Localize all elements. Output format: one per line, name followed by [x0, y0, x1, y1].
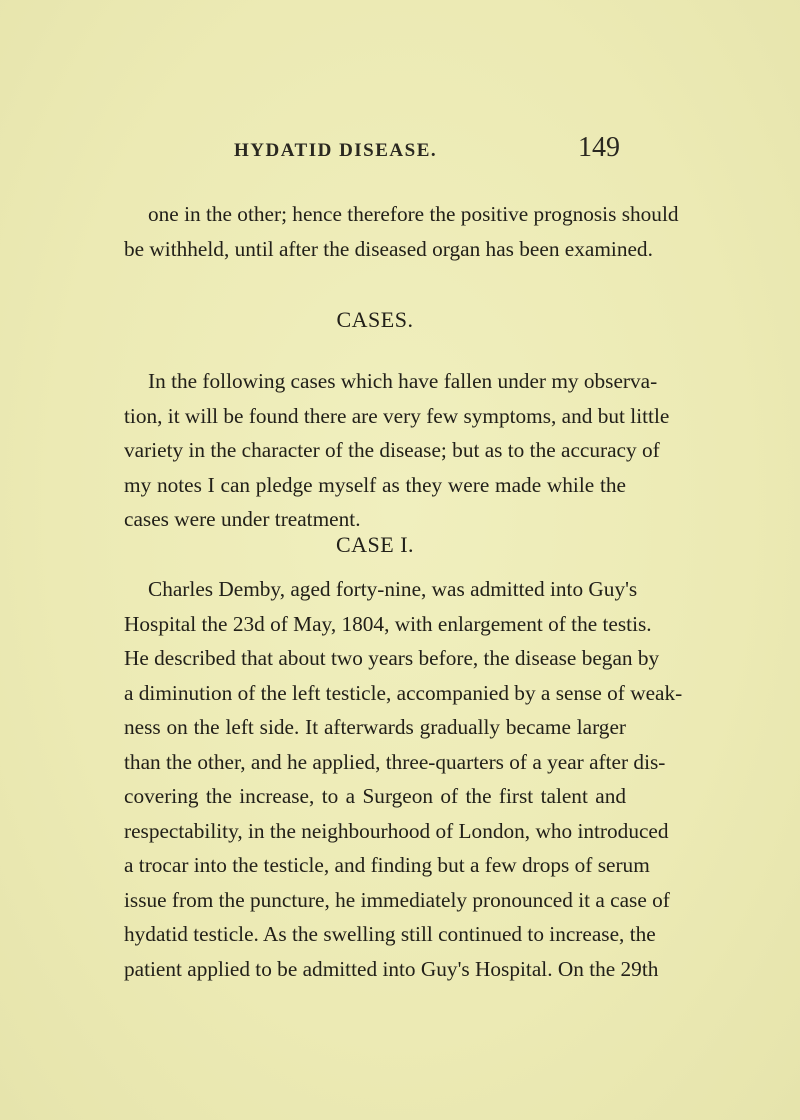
text-line: patient applied to be admitted into Guy's Hospital. On the 29th — [124, 956, 659, 981]
text-line: cases were under treatment. — [124, 507, 361, 531]
text-line: tion, it will be found there are very few symptoms, and but little — [124, 403, 670, 428]
text-line: issue from the puncture, he immediately pronounced it a case of — [124, 887, 670, 912]
page-number: 149 — [578, 132, 620, 163]
case-one-heading: CASE I. — [335, 532, 415, 557]
text-line: hydatid testicle. As the swelling still continued to increase, the — [124, 922, 656, 946]
text-line: ness on the left side. It afterwards gradually became larger — [124, 715, 626, 739]
text-line: be withheld, until after the diseased organ has been examined. — [124, 236, 653, 261]
paragraph-cases-intro — [124, 364, 670, 537]
running-title: HYDATID DISEASE. — [234, 140, 438, 161]
text-line: covering the increase, to a Surgeon of the first talent and — [124, 784, 626, 808]
text-line: a diminution of the left testicle, accompanied by a sense of weak- — [124, 680, 683, 705]
text-line: variety in the character of the disease; but as to the accuracy of — [124, 438, 660, 462]
text-line: my notes I can pledge myself as they were made while the — [124, 472, 626, 497]
text-line: In the following cases which have fallen under my observa- — [148, 369, 658, 393]
text-line: Charles Demby, aged forty-nine, was admitted into Guy's — [148, 577, 638, 601]
cases-heading: CASES. — [336, 307, 414, 332]
text-line: than the other, and he applied, three-quarters of a year after dis- — [124, 749, 666, 774]
text-line: He described that about two years before, the disease began by — [124, 646, 660, 670]
text-line: respectability, in the neighbourhood of London, who introduced — [124, 818, 669, 843]
text-line: Hospital the 23d of May, 1804, with enlargement of the testis. — [124, 611, 652, 636]
text-line: a trocar into the testicle, and finding but a few drops of serum — [124, 853, 650, 877]
text-line: one in the other; hence therefore the positive prognosis should — [148, 202, 679, 226]
paragraph-intro — [124, 197, 679, 266]
paragraph-case-one — [124, 572, 683, 986]
